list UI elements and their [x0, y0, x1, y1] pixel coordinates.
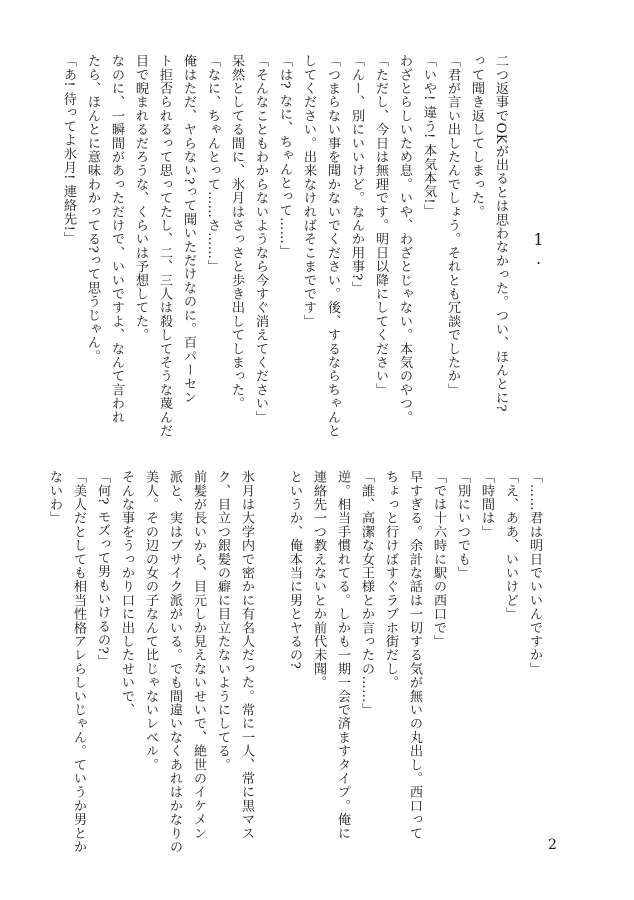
text-line: ク、目立つ銀髪の癖に目立たないようにしてる。	[215, 470, 230, 772]
text-line: 目で睨まれるだろうな、くらいは予想してた。	[133, 54, 148, 342]
text-line: 「いや! 違う! 本気本気!」	[421, 54, 436, 218]
text-line: 連絡先一つ教えないとか前代未聞。	[311, 470, 326, 690]
text-line	[258, 470, 282, 850]
text-line: ト拒否られるって思ってたし、二、三人は殺してそうな蔑んだ	[157, 54, 172, 438]
text-line: 「んー、別にいいけど。なんか用事?」	[349, 54, 364, 295]
text-line: 「美人だとしても相当性格アレらしいじゃん。ていうか男とか	[71, 470, 86, 854]
text-line: 美人。その辺の女の子なんて比じゃないレベル。	[143, 470, 158, 772]
text-line: 二つ返事でOKが出るとは思わなかった。つい、ほんとに?	[493, 54, 508, 413]
text-line: 「つまらない事を聞かないでください。後、するならちゃんと	[325, 54, 340, 438]
text-line: 「え、ああ、いいけど」	[503, 470, 518, 621]
text-line: 俺はただ、ヤらない?って聞いただけなのに。百パーセン	[181, 54, 196, 405]
text-line: 逆。相当手慣れてる。しかも一期一会で済ますタイプ。俺に	[335, 470, 350, 840]
text-line: 「あ! 待ってよ氷月! 連絡先!」	[61, 54, 76, 246]
text-line: 「そんなこともわからないようなら今すぐ消えてください」	[253, 54, 268, 424]
text-line: 氷月は大学内で密かに有名人だった。常に一人、常に黒マス	[239, 470, 254, 840]
text-line: 「何? モズって男もいけるの?」	[95, 470, 110, 668]
text-line: ちょっと行けばすぐラブホ街だし。	[383, 470, 398, 690]
text-line: 「ただし、今日は無理です。明日以降にしてください」	[373, 54, 388, 397]
text-line: 派と、実はブサイク派がいる。でも間違いなくあれはかなりの	[167, 470, 182, 854]
text-line: 「誰、高潔な女王様とか言ったの……」	[359, 470, 374, 717]
text-block-top	[56, 54, 512, 438]
text-line: 前髪が長いから、目元しか見えないせいで、絶世のイケメン	[191, 470, 206, 840]
text-line: 早すぎる。余計な話は一切する気が無いの丸出し。西口って	[407, 470, 422, 840]
text-line: わざとらしいため息。いや、わざとじゃない。本気のやつ。	[397, 54, 412, 424]
text-line: 「なに、ちゃんとって……さ……」	[205, 54, 220, 274]
text-line: してください。出来なければそこまでです」	[301, 54, 316, 328]
text-line: そんな事をうっかり口に出したせいで、	[119, 470, 134, 717]
text-line: 「……君は明日でいいんですか」	[527, 470, 542, 676]
text-line: というか、俺本当に男とヤるの?	[287, 470, 302, 670]
text-line: ないわ」	[47, 470, 62, 525]
text-line: って聞き返してしまった。	[469, 54, 484, 219]
text-line: 「では十六時に駅の西口で」	[431, 470, 446, 649]
text-line: 「は? なに、ちゃんとって……」	[277, 54, 292, 259]
page-number: 2	[548, 837, 557, 853]
text-line: 「別にいつでも」	[455, 470, 470, 580]
text-line: 「君が言い出したんでしょう。それとも冗談でしたか」	[445, 54, 460, 397]
text-line: 呆然としてる間に、氷月はさっさと歩き出してしまった。	[229, 54, 244, 411]
text-line: なのに、一瞬間があっただけで、いいですよ、なんて言われ	[109, 54, 124, 424]
text-line: 「時間は」	[479, 470, 494, 539]
text-block-bottom	[42, 470, 546, 854]
text-line: たら、ほんとに意味わかってる?って思うじゃん。	[85, 54, 100, 363]
chapter-number: 1.	[529, 230, 548, 268]
